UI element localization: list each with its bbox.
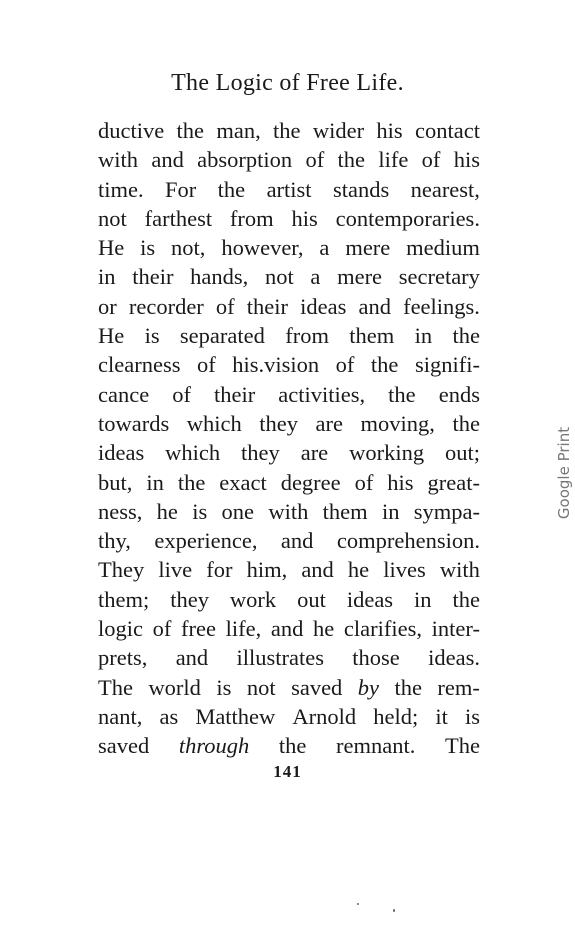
word: comprehension. bbox=[336, 528, 480, 554]
word: nant, bbox=[98, 703, 143, 729]
word: for bbox=[206, 557, 233, 583]
word: and bbox=[175, 645, 209, 671]
text-line bbox=[98, 409, 480, 438]
word: nearest, bbox=[410, 176, 480, 202]
word: of bbox=[196, 352, 216, 378]
word: free bbox=[181, 616, 216, 642]
word: from bbox=[285, 323, 329, 349]
word: degree bbox=[280, 469, 341, 495]
word: which bbox=[186, 410, 242, 436]
word: in bbox=[414, 586, 432, 612]
page-number: 141 bbox=[273, 762, 302, 781]
text-line bbox=[98, 175, 480, 204]
word: is bbox=[464, 703, 480, 729]
word: farthest bbox=[144, 205, 213, 231]
word: of bbox=[354, 469, 374, 495]
word: is bbox=[192, 498, 208, 524]
text-line bbox=[98, 585, 480, 614]
word: not bbox=[98, 205, 127, 231]
word: absorption bbox=[197, 147, 293, 173]
word: in bbox=[146, 469, 164, 495]
text-line bbox=[98, 702, 480, 731]
word: not bbox=[246, 674, 276, 700]
word: ductive bbox=[98, 118, 165, 143]
text-line bbox=[98, 350, 480, 379]
word: lives bbox=[383, 557, 426, 583]
word: the bbox=[176, 118, 205, 143]
word: him, bbox=[246, 557, 288, 583]
word: towards bbox=[98, 410, 170, 436]
word: He bbox=[98, 235, 125, 261]
word: them bbox=[322, 498, 368, 524]
text-line bbox=[98, 526, 480, 555]
word: of bbox=[305, 147, 325, 173]
word: of bbox=[335, 352, 355, 378]
scan-speck bbox=[393, 909, 395, 912]
text-line bbox=[98, 145, 480, 174]
word: is bbox=[140, 235, 156, 261]
word: exact bbox=[219, 469, 267, 495]
word: his bbox=[376, 118, 403, 143]
word: they bbox=[259, 410, 299, 436]
word: their bbox=[132, 264, 174, 290]
word: his bbox=[291, 205, 318, 231]
word: them; bbox=[98, 586, 150, 612]
word: ideas. bbox=[428, 645, 480, 671]
word: the bbox=[278, 733, 307, 759]
word: the bbox=[370, 352, 399, 378]
word: the bbox=[217, 176, 246, 202]
word: hands, bbox=[190, 264, 249, 290]
word: cance bbox=[98, 381, 150, 407]
word: secretary bbox=[398, 264, 480, 290]
word: sympa- bbox=[413, 498, 480, 524]
word: prets, bbox=[98, 645, 148, 671]
word: work bbox=[229, 586, 277, 612]
word: He bbox=[98, 323, 125, 349]
word: the bbox=[452, 586, 480, 612]
word: out; bbox=[444, 440, 480, 466]
text-line bbox=[98, 438, 480, 467]
text-line bbox=[98, 262, 480, 291]
word: medium bbox=[406, 235, 480, 261]
word: are bbox=[315, 410, 344, 436]
word: in bbox=[381, 498, 400, 524]
text-line bbox=[98, 116, 480, 145]
word: he bbox=[347, 557, 370, 583]
running-head: The Logic of Free Life. bbox=[171, 70, 404, 96]
word: ends bbox=[438, 381, 480, 407]
word: moving, bbox=[360, 410, 435, 436]
word: and bbox=[280, 528, 314, 554]
word: the bbox=[394, 674, 422, 700]
word: saved bbox=[291, 674, 343, 700]
text-line bbox=[98, 555, 480, 584]
word: recorder bbox=[128, 293, 204, 319]
word: and bbox=[270, 616, 304, 642]
word: ideas bbox=[300, 293, 347, 319]
word: and bbox=[358, 293, 391, 319]
word: artist bbox=[266, 176, 312, 202]
word: world bbox=[148, 674, 201, 700]
text-line bbox=[98, 614, 480, 643]
word: of bbox=[215, 293, 235, 319]
word: logic bbox=[98, 616, 143, 642]
word: with bbox=[439, 557, 480, 583]
word: signifi- bbox=[414, 352, 480, 378]
word: ness, bbox=[98, 498, 143, 524]
word: the bbox=[388, 381, 416, 407]
text-line bbox=[98, 731, 480, 760]
word: working bbox=[349, 440, 425, 466]
word: the bbox=[273, 118, 301, 143]
word: wider bbox=[312, 118, 365, 143]
word: is bbox=[216, 674, 232, 700]
word: with bbox=[268, 498, 309, 524]
word: and bbox=[301, 557, 334, 583]
word: or bbox=[98, 293, 117, 319]
word: however, bbox=[221, 235, 304, 261]
word: illustrates bbox=[236, 645, 324, 671]
body-text bbox=[98, 116, 480, 761]
word: life bbox=[378, 147, 409, 173]
word: with bbox=[98, 147, 139, 173]
italic-word: through bbox=[178, 733, 250, 759]
google-print-watermark bbox=[552, 425, 575, 520]
word: as bbox=[159, 703, 179, 729]
word: in bbox=[98, 264, 116, 290]
text-line bbox=[98, 321, 480, 350]
word: and bbox=[151, 147, 184, 173]
word: held; bbox=[373, 703, 419, 729]
word: saved bbox=[98, 733, 150, 759]
word: life, bbox=[225, 616, 262, 642]
text-line bbox=[98, 643, 480, 672]
word: experience, bbox=[154, 528, 258, 554]
word: one bbox=[221, 498, 255, 524]
word: clearness bbox=[98, 352, 181, 378]
word: mere bbox=[345, 235, 391, 261]
word: ideas bbox=[346, 586, 394, 612]
word: of bbox=[421, 147, 441, 173]
word: they bbox=[241, 440, 280, 466]
scan-speck bbox=[357, 903, 359, 905]
word: out bbox=[297, 586, 326, 612]
word: it bbox=[435, 703, 448, 729]
word: The bbox=[445, 733, 480, 759]
word: is bbox=[144, 323, 160, 349]
word: separated bbox=[179, 323, 265, 349]
word: not bbox=[264, 264, 294, 290]
word: from bbox=[229, 205, 274, 231]
word: are bbox=[300, 440, 329, 466]
text-line bbox=[98, 292, 480, 321]
word: but, bbox=[98, 469, 133, 495]
word: their bbox=[214, 381, 256, 407]
word: which bbox=[165, 440, 221, 466]
word: time. bbox=[98, 176, 144, 202]
word: the bbox=[177, 469, 206, 495]
word: live bbox=[158, 557, 193, 583]
word: contemporaries. bbox=[335, 205, 480, 231]
word: of bbox=[152, 616, 172, 642]
word: they bbox=[170, 586, 209, 612]
word: his.vision bbox=[232, 352, 320, 378]
word: The bbox=[98, 674, 133, 700]
word: a bbox=[310, 264, 321, 290]
word: feelings. bbox=[403, 293, 480, 319]
text-line bbox=[98, 468, 480, 497]
word: great- bbox=[427, 469, 480, 495]
word: stands bbox=[332, 176, 390, 202]
word: them bbox=[349, 323, 395, 349]
word: ideas bbox=[98, 440, 145, 466]
word: remnant. bbox=[336, 733, 416, 759]
text-line bbox=[98, 673, 480, 702]
text-line bbox=[98, 497, 480, 526]
word: the bbox=[452, 323, 480, 349]
word: their bbox=[246, 293, 289, 319]
word: the bbox=[452, 410, 480, 436]
word: Arnold bbox=[292, 703, 357, 729]
word: his bbox=[387, 469, 414, 495]
text-line bbox=[98, 380, 480, 409]
word: mere bbox=[337, 264, 383, 290]
text-line bbox=[98, 204, 480, 233]
word: of bbox=[172, 381, 191, 407]
text-line bbox=[98, 233, 480, 262]
word: not, bbox=[171, 235, 206, 261]
watermark-text: Google Print bbox=[555, 426, 573, 519]
word: those bbox=[352, 645, 400, 671]
word: Matthew bbox=[195, 703, 276, 729]
word: his bbox=[453, 147, 480, 173]
word: man, bbox=[216, 118, 261, 143]
word: contact bbox=[414, 118, 480, 143]
word: clarifies, bbox=[343, 616, 423, 642]
word: the bbox=[337, 147, 366, 173]
word: activities, bbox=[278, 381, 366, 407]
word: in bbox=[414, 323, 433, 349]
word: For bbox=[165, 176, 197, 202]
word: inter- bbox=[431, 616, 480, 642]
word: They bbox=[98, 557, 145, 583]
word: he bbox=[156, 498, 178, 524]
word: a bbox=[319, 235, 330, 261]
word: thy, bbox=[98, 528, 131, 554]
word: he bbox=[313, 616, 335, 642]
word: rem- bbox=[437, 674, 480, 700]
italic-word: by bbox=[357, 674, 380, 700]
